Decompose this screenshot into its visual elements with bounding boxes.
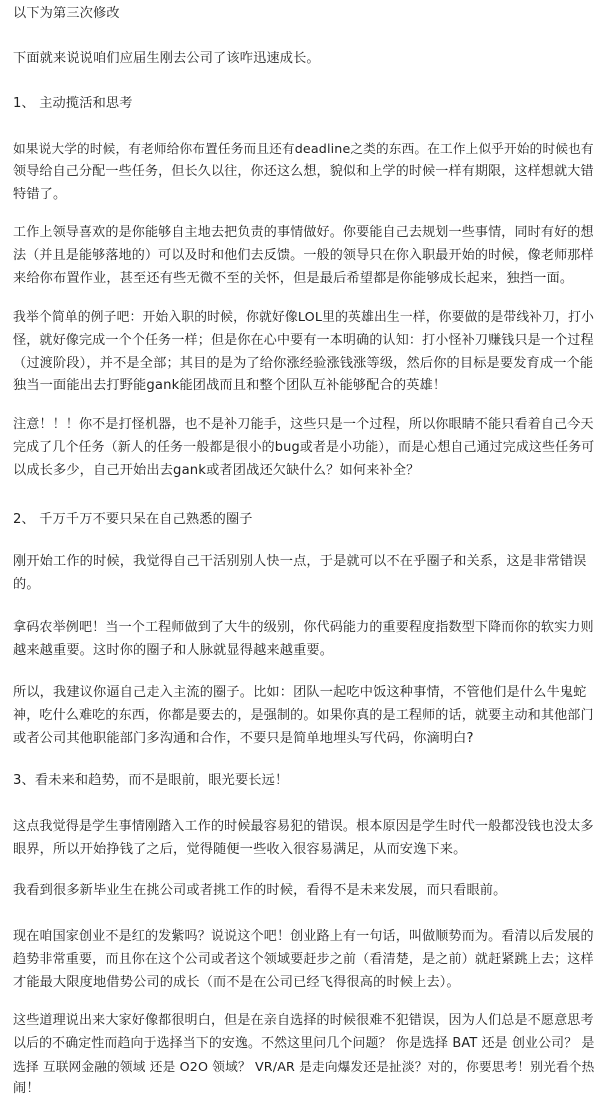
text-line: 工作上领导喜欢的是你能够自主地去把负责的事情做好。你要能自己去规划一些事情，同时有好的想	[13, 225, 594, 240]
text-line: 刚开始工作的时候，我觉得自己干活别别人快一点，于是就可以不在乎圈子和关系，这是非常错误	[13, 554, 587, 569]
text-line: 闹！	[13, 1081, 40, 1097]
text-line: 选择 互联网金融的领域 还是 O2O 领域？ VR/AR 是走向爆发还是扯淡？对的，你要思考！别光看个热	[13, 1058, 595, 1074]
text-line: 如果说大学的时候，有老师给你布置任务而且还有deadline之类的东西。在工作上似乎开始的时候也有	[13, 141, 594, 156]
text-line: 法（并且是能够落地的）可以及时和他们去反馈。一般的领导只在你入职最开始的时候，像老师那样	[13, 247, 594, 263]
text-line: 神，吃什么难吃的东西，你都是要去的，是强制的。如果你真的是工程师的话，就要主动和其他部门	[13, 707, 594, 723]
paragraph	[13, 1010, 597, 1101]
paragraph	[13, 816, 597, 862]
paragraph	[13, 926, 597, 994]
text-line: 下面就来说说咱们应届生刚去公司了该咋迅速成长。	[13, 51, 320, 66]
text-line: 2、 千万千万不要只呆在自己熟悉的圈子	[13, 512, 253, 527]
text-line: 独当一面能出去打野能gank能团战而且和整个团队互补能够配合的英雄！	[13, 378, 447, 394]
text-line: 3、看未来和趋势，而不是眼前，眼光要长远！	[13, 773, 289, 788]
text-line: （过渡阶段），并不是全部；其目的是为了给你涨经验涨钱涨等级，然后你的目标是要发育成一个能	[13, 355, 594, 371]
text-line: 来给你布置作业，甚至还有些无微不至的关怀，但是最后希望都是你能够成长起来，独挡一面。	[13, 270, 574, 286]
section-heading	[13, 93, 597, 116]
text-line: 这些道理说出来大家好像都很明白，但是在亲自选择的时候很难不犯错误，因为人们总是不愿意思考	[13, 1013, 594, 1028]
text-line: 以成长多少，自己开始出去gank或者团战还欠缺什么？如何来补全？	[13, 462, 420, 478]
text-line: 拿码农举例吧！当一个工程师做到了大牛的级别，你代码能力的重要程度指数型下降而你的软实力则	[13, 620, 594, 635]
paragraph	[13, 307, 597, 398]
text-line: 所以，我建议你逼自己走入主流的圈子。比如：团队一起吃中饭这种事情，不管他们是什么牛鬼蛇	[13, 685, 587, 700]
text-line: 现在咱国家创业不是红的发紫吗？说说这个吧！创业路上有一句话，叫做顺势而为。看清以后发展的	[13, 929, 594, 944]
text-line: 或者公司其他职能部门多沟通和合作，不要只是简单地埋头写代码，你滴明白?	[13, 730, 474, 746]
text-line: 我举个简单的例子吧：开始入职的时候，你就好像LOL里的英雄出生一样，你要做的是带线补刀，打小	[13, 310, 595, 325]
text-line: 才能最大限度地借势公司的成长（而不是在公司已经飞得很高的时候上去）。	[13, 974, 460, 990]
paragraph	[13, 880, 597, 903]
text-line: 注意！！！你不是打怪机器，也不是补刀能手，这些只是一个过程，所以你眼睛不能只看着自己今天	[13, 417, 594, 432]
intro-paragraph	[13, 48, 597, 71]
text-line: 越来越重要。这时你的圈子和人脉就显得越来越重要。	[13, 642, 334, 658]
section-heading	[13, 770, 597, 793]
text-line: 眼界，所以开始挣钱了之后，觉得随便一些收入很容易满足，从而安逸下来。	[13, 841, 467, 857]
text-line: 领导给自己分配一些任务，但长久以往，你还这么想，貌似和上学的时候一样有期限，这样想就大错	[13, 163, 594, 179]
text-line: 趋势非常重要，而且你在这个公司或者这个领域要赶步之前（看清楚，是之前）就赶紧跳上去；这样	[13, 951, 594, 967]
section-heading	[13, 509, 597, 532]
text-line: 以后的不确定性而趋向于选择当下的安逸。不然这里问几个问题？ 你是选择 BAT 还是 创业公司？ 是	[13, 1035, 595, 1051]
text-line: 这点我觉得是学生事情刚踏入工作的时候最容易犯的错误。根本原因是学生时代一般都没钱也没太多	[13, 819, 594, 834]
text-line: 以下为第三次修改	[13, 6, 120, 21]
paragraph	[13, 414, 597, 482]
paragraph	[13, 682, 597, 750]
text-line: 1、 主动揽活和思考	[13, 96, 133, 111]
document-header	[13, 3, 597, 26]
paragraph	[13, 138, 597, 206]
text-line: 完成了几个任务（新人的任务一般都是很小的bug或者是小功能），而是心想自己通过完成这些任务可	[13, 439, 595, 455]
text-line: 我看到很多新毕业生在挑公司或者挑工作的时候，看得不是未来发展，而只看眼前。	[13, 883, 507, 898]
text-line: 特错了。	[13, 186, 67, 202]
paragraph	[13, 551, 597, 597]
text-line: 怪，就好像完成一个个任务一样；但是你在心中要有一本明确的认知：打小怪补刀赚钱只是一个过程	[13, 332, 594, 348]
text-line: 的。	[13, 576, 40, 592]
paragraph	[13, 617, 597, 663]
paragraph	[13, 222, 597, 290]
